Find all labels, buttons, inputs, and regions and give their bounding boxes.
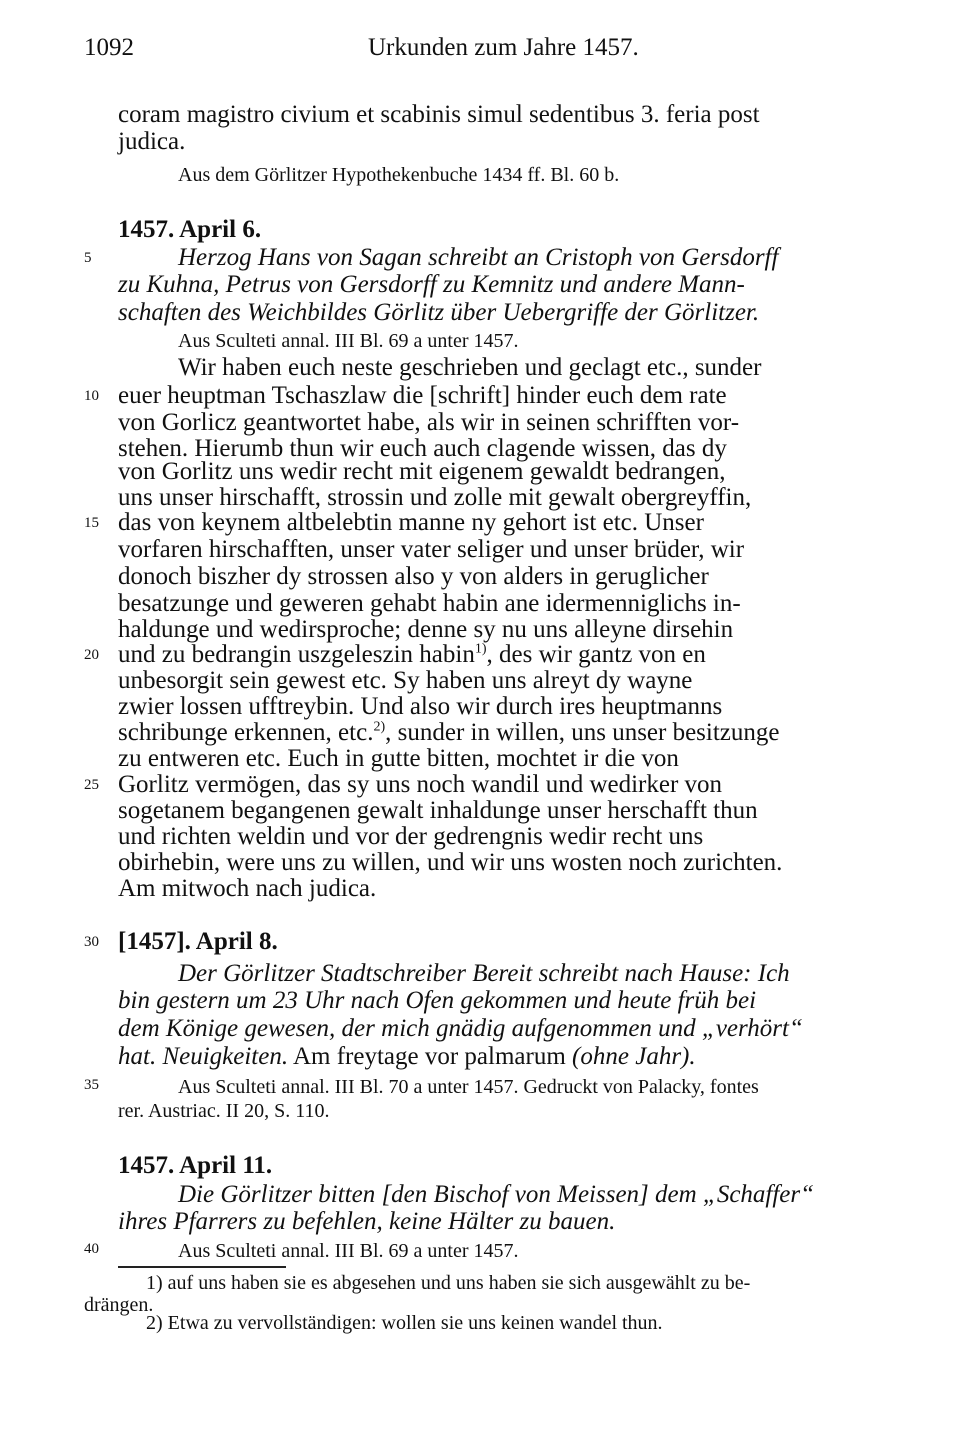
text-line: besatzunge und geweren gehabt habin ane idermenniglichs in- xyxy=(118,590,741,617)
source-note: Aus Sculteti annal. III Bl. 69 a unter 1457. xyxy=(178,330,519,352)
line-number: 5 xyxy=(84,250,92,266)
text-segment: schribunge erkennen, etc. xyxy=(118,719,374,746)
entry-date: [1457]. April 8. xyxy=(118,928,278,955)
line-number: 40 xyxy=(84,1241,99,1257)
entry-summary: ihres Pfarrers zu befehlen, keine Hälter zu bauen. xyxy=(118,1208,616,1235)
text-segment: Am freytage vor palmarum xyxy=(292,1043,566,1070)
source-note: Aus Sculteti annal. III Bl. 70 a unter 1457. Gedruckt von Palacky, fontes xyxy=(178,1076,759,1098)
text-segment: , des wir gantz von en xyxy=(486,641,706,668)
text-line: das von keynem altbelebtin manne ny gehort ist etc. Unser xyxy=(118,509,704,536)
text-line: zu entweren etc. Euch in gutte bitten, mochtet ir die von xyxy=(118,745,679,772)
text-line: coram magistro civium et scabinis simul sedentibus 3. feria post xyxy=(118,101,760,128)
footnote-text: auf uns haben sie es abgesehen und uns haben sie sich ausgewählt zu be- xyxy=(167,1272,751,1294)
footnote: drängen. xyxy=(84,1294,154,1316)
text-line: obirhebin, were uns zu willen, und wir uns wosten noch zurichten. xyxy=(118,849,783,876)
text-segment: hat. Neuigkeiten. xyxy=(118,1043,289,1070)
line-number: 25 xyxy=(84,777,99,793)
entry-summary: bin gestern um 23 Uhr nach Ofen gekommen und heute früh bei xyxy=(118,987,757,1014)
line-number: 15 xyxy=(84,515,99,531)
text-line: haldunge und wedirsproche; denne sy nu uns alleyne dirsehin xyxy=(118,616,734,643)
entry-summary: zu Kuhna, Petrus von Gersdorff zu Kemnitz und andere Mann- xyxy=(118,271,745,298)
entry-summary: schaften des Weichbildes Görlitz über Uebergriffe der Görlitzer. xyxy=(118,299,760,326)
footnote-ref: 2) xyxy=(373,719,386,735)
text-line: euer heuptman Tschaszlaw die [schrift] hinder euch dem rate xyxy=(118,382,727,409)
source-note: Aus dem Görlitzer Hypothekenbuche 1434 ff. Bl. 60 b. xyxy=(178,164,620,186)
text-segment: (ohne Jahr). xyxy=(572,1043,696,1070)
text-line: Wir haben euch neste geschrieben und geclagt etc., sunder xyxy=(178,354,762,381)
text-line: donoch biszher dy strossen also y von alders in geruglicher xyxy=(118,563,709,590)
text-line: vorfaren hirschafften, unser vater seliger und unser brüder, wir xyxy=(118,536,745,563)
entry-date: 1457. April 6. xyxy=(118,216,262,243)
footnote-mark: 2) xyxy=(146,1312,163,1334)
line-number: 10 xyxy=(84,388,99,404)
text-line: judica. xyxy=(118,128,186,155)
entry-summary: Die Görlitzer bitten [den Bischof von Meissen] dem „Schaffer“ xyxy=(178,1181,815,1208)
text-line: Gorlitz vermögen, das sy uns noch wandil und wedirker von xyxy=(118,771,723,798)
text-line: uns unser hirschafft, strossin und zolle mit gewalt obergreyffin, xyxy=(118,484,752,511)
text-line: zwier lossen ufftreybin. Und also wir durch ires heuptmanns xyxy=(118,693,723,720)
text-line: unbesorgit sein gewest etc. Sy haben uns alreyt dy wayne xyxy=(118,667,693,694)
footnote xyxy=(146,1308,663,1338)
entry-summary: Herzog Hans von Sagan schreibt an Cristoph von Gersdorff xyxy=(178,244,779,271)
text-line: sogetanem begangenen gewalt inhaldunge unser herschafft thun xyxy=(118,797,758,824)
source-note: Aus Sculteti annal. III Bl. 69 a unter 1457. xyxy=(178,1240,519,1262)
text-line: stehen. Hierumb thun wir euch auch clagende wissen, das dy xyxy=(118,435,727,462)
entry-date: 1457. April 11. xyxy=(118,1152,273,1179)
footnote-mark: 1) xyxy=(146,1272,163,1294)
running-title: Urkunden zum Jahre 1457. xyxy=(368,34,639,61)
text-line xyxy=(118,1042,696,1072)
text-line: und richten weldin und vor der gedrengnis wedir recht uns xyxy=(118,823,704,850)
entry-summary: Der Görlitzer Stadtschreiber Bereit schreibt nach Hause: Ich xyxy=(178,960,790,987)
entry-summary: dem Könige gewesen, der mich gnädig aufgenommen und „verhört“ xyxy=(118,1015,803,1042)
footnote xyxy=(146,1268,750,1298)
line-number: 20 xyxy=(84,647,99,663)
text-segment: und zu bedrangin uszgeleszin habin xyxy=(118,641,475,668)
page-number: 1092 xyxy=(84,34,134,61)
text-line: von Gorlitz uns wedir recht mit eigenem gewaldt bedrangen, xyxy=(118,458,726,485)
text-segment: , sunder in willen, uns unser besitzunge xyxy=(385,719,780,746)
text-line: von Gorlicz geantwortet habe, als wir in seinen schrifften vor- xyxy=(118,409,740,436)
text-line: Am mitwoch nach judica. xyxy=(118,875,377,902)
line-number: 35 xyxy=(84,1077,99,1093)
footnote-text: Etwa zu vervollständigen: wollen sie uns keinen wandel thun. xyxy=(167,1312,663,1334)
line-number: 30 xyxy=(84,934,99,950)
source-note: rer. Austriac. II 20, S. 110. xyxy=(118,1100,330,1122)
footnote-ref: 1) xyxy=(474,641,487,657)
